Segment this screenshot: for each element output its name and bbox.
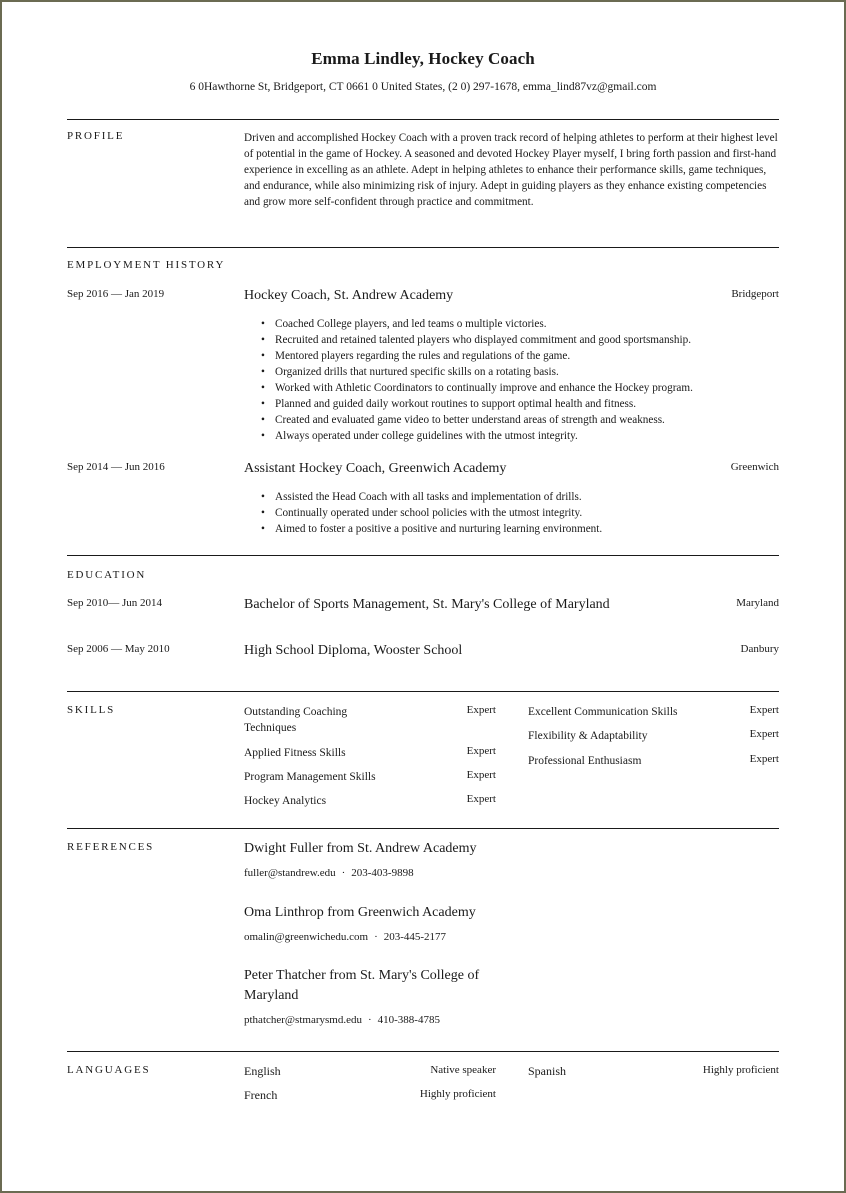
employment-heading: EMPLOYMENT HISTORY	[67, 259, 226, 271]
skill-name: Program Management Skills	[244, 771, 376, 783]
reference-contact	[244, 931, 779, 943]
references-section	[67, 828, 779, 1051]
skill-level: Expert	[466, 704, 496, 716]
skill-name: Hockey Analytics	[244, 795, 327, 807]
skill-level: Expert	[466, 745, 496, 757]
profile-heading: PROFILE	[67, 130, 125, 142]
education-heading: EDUCATION	[67, 569, 147, 581]
reference-contact	[244, 1014, 779, 1026]
education-degree: Bachelor of Sports Management, St. Mary's College of Maryland	[244, 597, 610, 612]
reference-email: omalin@greenwichedu.com	[244, 931, 369, 943]
reference-entry	[244, 903, 779, 943]
skill-level: Expert	[466, 793, 496, 805]
language-name: English	[244, 1064, 281, 1078]
job-city: Greenwich	[730, 461, 779, 473]
reference-contact	[244, 867, 779, 879]
job-bullet: • Always operated under college guidelines with the utmost integrity.	[261, 428, 779, 444]
languages-heading: LANGUAGES	[67, 1064, 151, 1076]
reference-name: Dwight Fuller from St. Andrew Academy	[244, 841, 477, 856]
reference-phone: 410-388-4785	[377, 1014, 440, 1026]
job-title: Hockey Coach, St. Andrew Academy	[244, 288, 454, 303]
resume-page	[2, 2, 844, 1191]
skill-name: Flexibility & Adaptability	[528, 730, 648, 742]
reference-name: Oma Linthrop from Greenwich Academy	[244, 905, 476, 920]
language-level: Highly proficient	[419, 1088, 496, 1100]
language-name: French	[244, 1088, 278, 1102]
reference-phone: 203-445-2177	[383, 931, 447, 943]
profile-section	[67, 119, 779, 247]
skill-level: Expert	[749, 728, 779, 740]
employment-section	[67, 247, 779, 555]
reference-name: Peter Thatcher from St. Mary's College of Maryland	[244, 968, 480, 1003]
education-dates: Sep 2010— Jun 2014	[67, 597, 163, 609]
reference-entry	[244, 966, 779, 1026]
skill-name: Applied Fitness Skills	[244, 747, 346, 759]
candidate-name: Emma Lindley, Hockey Coach	[311, 49, 535, 68]
separator-dot: ·	[341, 867, 346, 879]
reference-email: fuller@standrew.edu	[244, 867, 336, 879]
reference-email: pthatcher@stmarysmd.edu	[244, 1014, 362, 1026]
job-dates: Sep 2014 — Jun 2016	[67, 461, 165, 473]
skill-name: Outstanding Coaching Techniques	[244, 706, 348, 734]
job-bullet: • Assisted the Head Coach with all tasks and implementation of drills.	[261, 489, 779, 505]
separator-dot: ·	[367, 1014, 372, 1026]
job-bullet: • Mentored players regarding the rules and regulations of the game.	[261, 348, 779, 364]
job-bullets	[261, 489, 779, 537]
separator-dot: ·	[374, 931, 378, 943]
references-heading: REFERENCES	[67, 841, 155, 853]
profile-text: Driven and accomplished Hockey Coach with a proven track record of helping athletes to perform at their highest level of potential in the game of Hockey. A seasoned and devoted Hockey Player myself, I bring forth passion and first-hand experience in excelling as an athlete. Adept in helping athletes to enhance their performance skills, game techniques, and endurance, while also minimizing risk of injury. Adept in guiding players as they enhance existing competencies and grow more self-confident through practice and commitment.	[244, 132, 778, 208]
job-bullet: • Aimed to foster a positive a positive and nurturing learning environment.	[261, 521, 779, 537]
skills-heading: SKILLS	[67, 704, 116, 716]
job-bullets	[261, 316, 779, 444]
job-bullet: • Continually operated under school policies with the utmost integrity.	[261, 505, 779, 521]
job-city: Bridgeport	[731, 288, 779, 300]
languages-section	[67, 1051, 779, 1131]
language-level: Native speaker	[430, 1064, 496, 1076]
skill-level: Expert	[466, 769, 496, 781]
skills-section	[67, 691, 779, 828]
job-dates: Sep 2016 — Jan 2019	[67, 288, 165, 300]
language-name: Spanish	[528, 1064, 567, 1078]
contact-line: 6 0Hawthorne St, Bridgeport, CT 0661 0 United States, (2 0) 297-1678, emma_lind87vz@gmail.com	[189, 81, 657, 93]
job-title: Assistant Hockey Coach, Greenwich Academy	[244, 461, 507, 476]
education-city: Danbury	[740, 643, 779, 655]
job-bullet: • Planned and guided daily workout routines to support optimal health and fitness.	[261, 396, 779, 412]
skill-name: Professional Enthusiasm	[528, 755, 642, 767]
language-level: Highly proficient	[702, 1064, 779, 1076]
skill-level: Expert	[749, 753, 779, 765]
resume-header	[2, 2, 844, 93]
education-city: Maryland	[736, 597, 779, 609]
job-bullet: • Coached College players, and led teams o multiple victories.	[261, 316, 779, 332]
education-degree: High School Diploma, Wooster School	[244, 643, 463, 658]
education-dates: Sep 2006 — May 2010	[67, 643, 170, 655]
job-bullet: • Created and evaluated game video to better understand areas of strength and weakness.	[261, 412, 779, 428]
job-bullet: • Organized drills that nurtured specific skills on a rotating basis.	[261, 364, 779, 380]
skill-name: Excellent Communication Skills	[528, 706, 678, 718]
reference-entry	[244, 839, 779, 879]
job-bullet: • Worked with Athletic Coordinators to continually improve and enhance the Hockey program.	[261, 380, 779, 396]
job-bullet: • Recruited and retained talented players who displayed commitment and good sportsmanship.	[261, 332, 779, 348]
skill-level: Expert	[749, 704, 779, 716]
reference-phone: 203-403-9898	[351, 867, 414, 879]
education-section	[67, 555, 779, 691]
